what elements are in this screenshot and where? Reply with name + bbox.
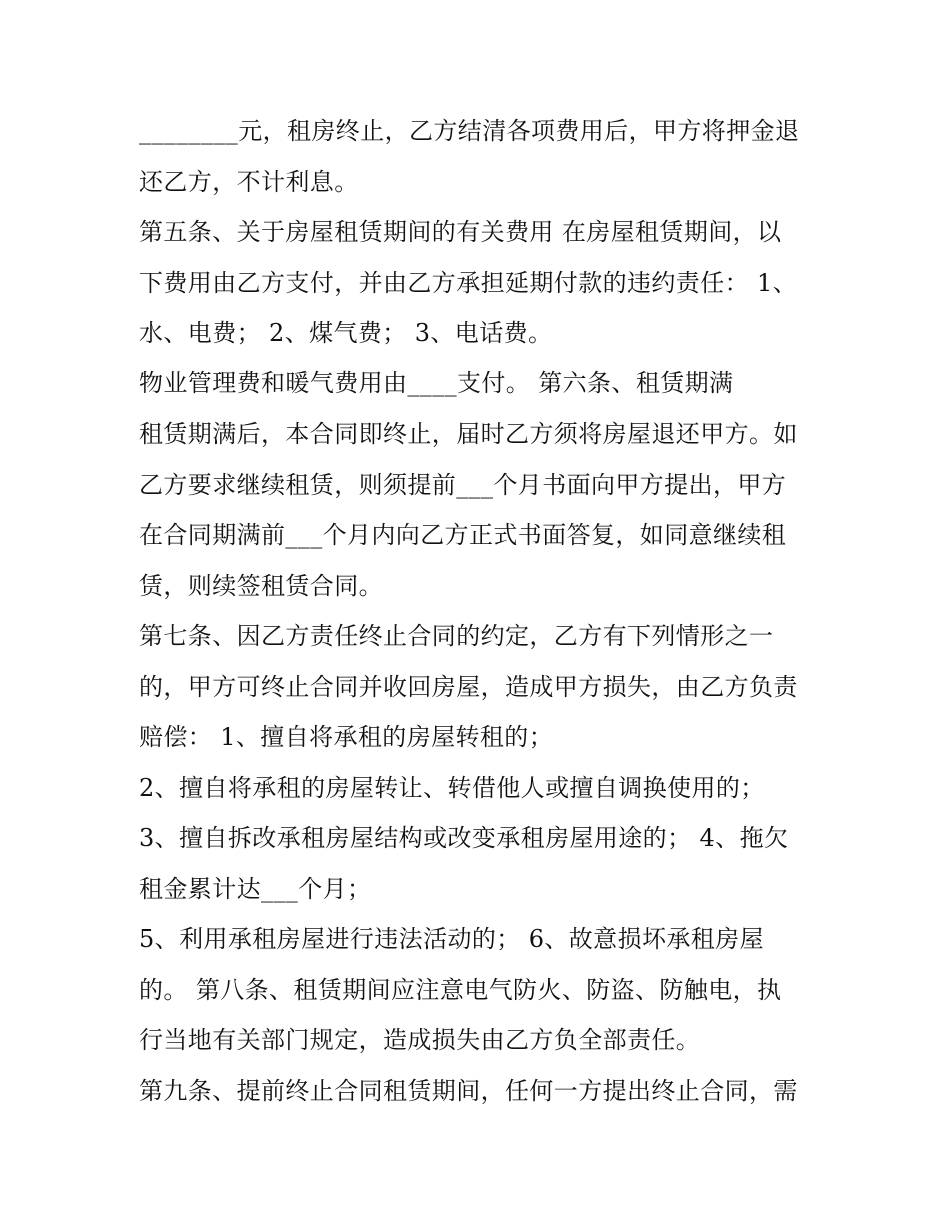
text-line: 5、利用承租房屋进行违法活动的； 6、故意损坏承租房屋 [139,925,764,953]
text-line: 租赁期满后，本合同即终止，届时乙方须将房屋退还甲方。如 [139,420,798,448]
text-line: 第七条、因乙方责任终止合同的约定，乙方有下列情形之一 [139,622,774,650]
text-line: 2、擅自将承租的房屋转让、转借他人或擅自调换使用的； [139,774,765,802]
text-line: 下费用由乙方支付，并由乙方承担延期付款的违约责任： 1、 [139,269,798,297]
text-line: 赁，则续签租赁合同。 [139,572,383,600]
text-line: 水、电费； 2、煤气费； 3、电话费。 [139,319,553,347]
text-line: 乙方要求继续租赁，则须提前___个月书面向甲方提出，甲方 [139,471,787,499]
text-line: 在合同期满前___个月内向乙方正式书面答复，如同意继续租 [139,521,787,549]
text-line: 的，甲方可终止合同并收回房屋，造成甲方损失，由乙方负责 [139,673,798,701]
text-line: 第九条、提前终止合同租赁期间，任何一方提出终止合同，需 [139,1077,798,1105]
text-line: 的。 第八条、租赁期间应注意电气防火、防盗、防触电，执 [139,976,782,1004]
text-line: 3、擅自拆改承租房屋结构或改变承租房屋用途的； 4、拖欠 [139,824,789,852]
text-line: 行当地有关部门规定，造成损失由乙方负全部责任。 [139,1026,701,1054]
text-line: 租金累计达___个月； [139,875,372,903]
text-line: 赔偿： 1、擅自将承租的房屋转租的； [139,723,554,751]
text-line: ________元，租房终止，乙方结清各项费用后，甲方将押金退 [139,117,800,145]
text-line: 还乙方，不计利息。 [139,168,359,196]
text-line: 第五条、关于房屋租赁期间的有关费用 在房屋租赁期间，以 [139,218,782,246]
text-line: 物业管理费和暖气费用由____支付。 第六条、租赁期满 [139,369,734,397]
